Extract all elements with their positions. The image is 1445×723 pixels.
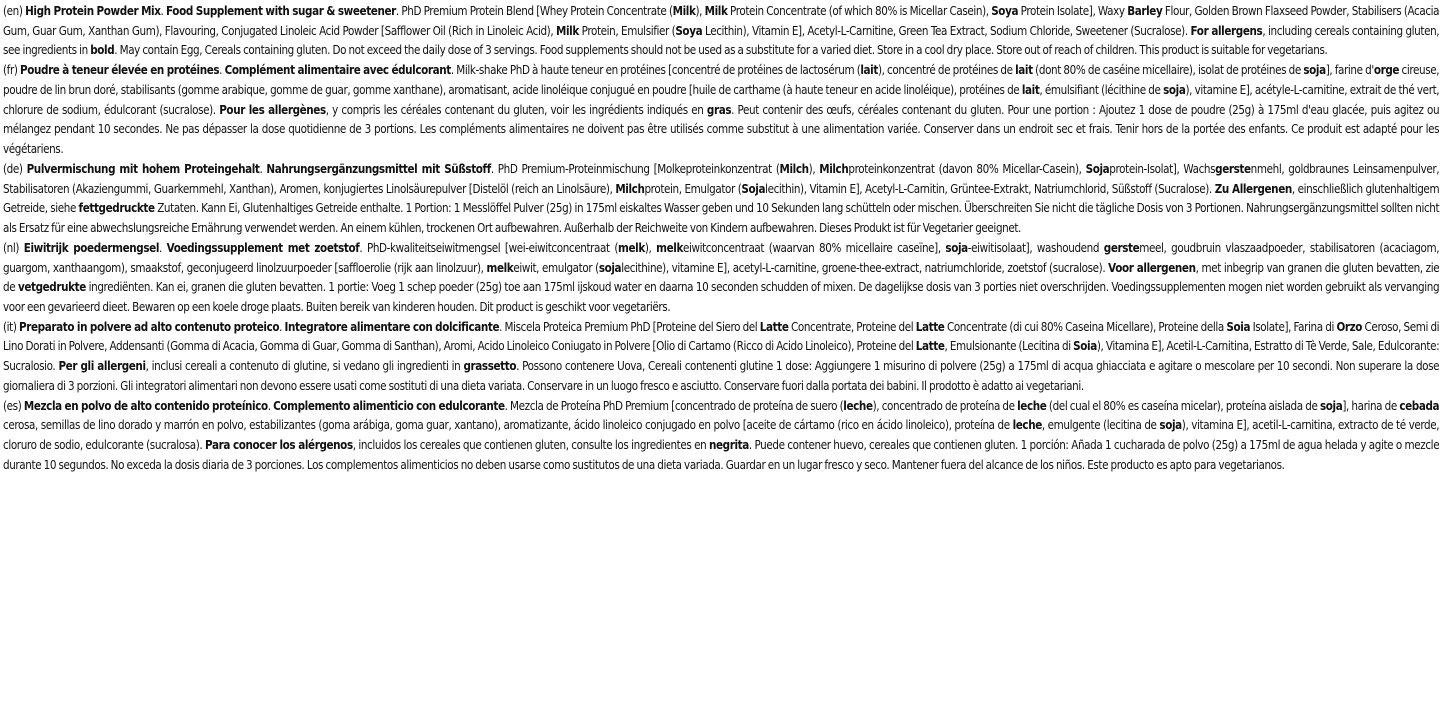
bold-text-segment: Complemento alimenticio con edulcorante xyxy=(273,398,505,413)
text-segment: meel, goudbruin vlaszaadpoeder, stabilisatoren (acaciagom, guargom, xanthaangom), smaakstof, geconjugeerd linolzuurpoeder [saffloerolie (rijk aan linolzuur), xyxy=(3,240,1440,275)
text-segment: protein-Isolat], Wachs xyxy=(1109,161,1216,176)
bold-text-segment: melk xyxy=(486,260,514,275)
text-segment: Ceroso, Semi di Lino Dorati in Polvere, Addensanti (Gomma di Acacia, Gomma di Guar, Gomma di Santhan), Aromi, Acido Linoleico Coniugato in Polvere [Olio di Cartamo (Ricco di Acido Linoleico), Proteine del xyxy=(3,319,1440,354)
text-segment: (de) xyxy=(3,161,27,176)
text-segment: nmehl, goldbraunes Leinsamenpulver, Stabilisatoren (Akaziengummi, Guarkernmehl, Xanthan), Aromen, konjugiertes Linolsäurepulver [Distelöl (reich an Linolsäure), xyxy=(3,161,1440,196)
text-segment: ), xyxy=(644,240,657,255)
bold-text-segment: melk xyxy=(656,240,683,255)
bold-text-segment: Nahrungsergänzungsmittel mit Süßstoff xyxy=(266,161,491,176)
ingredients-es xyxy=(3,397,1439,475)
bold-text-segment: Soya xyxy=(991,4,1019,18)
ingredients-fr xyxy=(3,61,1439,159)
bold-text-segment: Milk xyxy=(672,4,696,18)
bold-text-segment: Latte xyxy=(915,339,945,354)
text-segment: ], farine d' xyxy=(1325,63,1374,78)
text-segment: ), xyxy=(808,161,820,176)
text-segment: ], harina de xyxy=(1342,398,1400,413)
text-segment: Isolate], Farina di xyxy=(1250,319,1337,334)
text-segment: proteinkonzentrat (davon 80% Micellar-Casein), xyxy=(848,161,1086,176)
bold-text-segment: orge xyxy=(1373,63,1400,78)
bold-text-segment: lait xyxy=(1021,82,1040,97)
ingredients-en xyxy=(3,2,1439,61)
ingredients-de xyxy=(3,160,1439,238)
bold-text-segment: Milch xyxy=(779,161,809,176)
text-segment: . xyxy=(159,240,167,255)
text-segment: (es) xyxy=(3,398,24,413)
bold-text-segment: Soya xyxy=(675,23,703,38)
bold-text-segment: Food Supplement with sugar & sweetener xyxy=(166,4,396,18)
bold-text-segment: Soja xyxy=(1085,161,1110,176)
text-segment: , met inbegrip van granen die gluten bevatten, zie de xyxy=(3,260,1440,295)
bold-text-segment: Pour les allergènes xyxy=(219,102,326,117)
text-segment: ), xyxy=(695,4,705,18)
text-segment: ), Vitamina E], Acetil-L-Carnitina, Estratto di Tè Verde, Sale, Edulcorante: Sucralosio. xyxy=(3,339,1440,374)
text-segment: eiwitconcentraat (waarvan 80% micellaire caseïne], xyxy=(682,240,946,255)
bold-text-segment: fettgedruckte xyxy=(78,201,155,216)
text-segment: (en) xyxy=(3,4,26,18)
text-segment: Zutaten. Kann Ei, Glutenhaltiges Getreide enthalte. 1 Portion: 1 Messlöffel Pulver (25g) in 175ml eiskaltes Wasser geben und 10 Sekunden lang schütteln oder mischen. Überschreiten Sie nicht die tägliche Dosis von 3 Portionen. Nahrungsergänzungsmittel sollten nicht als Ersatz für eine abwechslungsreiche Ernährung verwendet werden. An einem kühlen, trockenen Ort aufbewahren. Außerhalb der Reichweite von Kindern aufbewahren. Dieses Produkt ist für Vegetarier geeignet. xyxy=(3,201,1440,235)
text-segment: . Mezcla de Proteína PhD Premium [concentrado de proteína de suero ( xyxy=(504,398,844,413)
text-segment: . Puede contener huevo, cereales que contienen gluten. 1 porción: Añada 1 cucharada de polvo (25g) a 175ml de agua helada y agite o mezcle durante 10 segundos. No exceda la dosis diaria de 3 porciones. Los complementos alimenticios no deben usarse como sustitutos de una dieta variada. Guardar en un lugar fresco y seco. Mantener fuera del alcance de los niños. Este producto es apto para vegetarianos. xyxy=(3,438,1440,472)
text-segment: cerosa, semillas de lino dorado y marrón en polvo, estabilizantes (goma arábiga, goma guar, xantano), aromatizante, ácido linoleico conjugado en polvo [aceite de cártamo (rico en ácido linoleico), proteína de xyxy=(3,418,1013,433)
bold-text-segment: Voedingssupplement met zoetstof xyxy=(166,240,360,255)
text-segment: . xyxy=(267,398,274,413)
text-segment: (del cual el 80% es caseína micelar), proteína aislada de xyxy=(1046,398,1320,413)
bold-text-segment: lait xyxy=(860,63,878,78)
text-segment: , emulgente (lecitina de xyxy=(1041,418,1160,433)
text-segment: . PhD-kwaliteitseiwitmengsel [wei-eiwitconcentraat ( xyxy=(359,240,619,255)
bold-text-segment: Soja xyxy=(741,181,766,196)
text-segment: , Emulsionante (Lecitina di xyxy=(944,339,1074,354)
bold-text-segment: bold xyxy=(90,43,115,58)
bold-text-segment: High Protein Powder Mix xyxy=(25,4,161,18)
text-segment: eiwit, emulgator ( xyxy=(513,260,599,275)
text-segment: lecithine), vitamine E], acetyl-L-carnitine, groene-thee-extract, natriumchloride, zoetstof (sucralose). xyxy=(621,260,1109,275)
text-segment: Concentrate, Proteine del xyxy=(788,319,916,334)
text-segment: . Possono contenere Uova, Cereali contenenti glutine 1 dose: Aggiungere 1 misurino di polvere (25g) a 175ml di acqua ghiacciata e agitare o mescolare per 10 secondi. Non superare la dose giornaliera di 3 porzioni. Gli integratori alimentari non devono essere usati come sostituti di una dieta variata. Conservare in un luogo fresco e asciutto. Conservare fuori dalla portata dei babini. Il prodotto è adatto ai vegetariani. xyxy=(3,359,1440,393)
text-segment: (nl) xyxy=(3,240,24,255)
bold-text-segment: vetgedrukte xyxy=(17,280,86,295)
bold-text-segment: Soia xyxy=(1073,339,1097,354)
text-segment: Protein Isolate], Waxy xyxy=(1018,4,1128,18)
bold-text-segment: leche xyxy=(1012,418,1042,433)
text-segment: . xyxy=(160,4,167,18)
bold-text-segment: soja xyxy=(1163,82,1186,97)
bold-text-segment: Latte xyxy=(915,319,945,334)
text-segment: ), vitamina E], acetil-L-carnitina, extracto de té verde, cloruro de sodio, edulcorante (sucralosa). xyxy=(3,418,1440,453)
text-segment: . PhD Premium Protein Blend [Whey Protein Concentrate ( xyxy=(395,4,673,18)
bold-text-segment: Zu Allergenen xyxy=(1214,181,1292,196)
bold-text-segment: cebada xyxy=(1399,398,1440,413)
bold-text-segment: gerste xyxy=(1103,240,1140,255)
text-segment: . Miscela Proteica Premium PhD [Proteine del Siero del xyxy=(499,319,760,334)
text-segment: , émulsifiant (lécithine de xyxy=(1039,82,1164,97)
bold-text-segment: gerste xyxy=(1215,161,1251,176)
bold-text-segment: negrita xyxy=(708,438,749,453)
bold-text-segment: Para conocer los alérgenos xyxy=(205,438,353,453)
bold-text-segment: Voor allergenen xyxy=(1108,260,1196,275)
bold-text-segment: Integratore alimentare con dolcificante xyxy=(284,319,500,334)
bold-text-segment: Soia xyxy=(1226,319,1251,334)
text-segment: -eiwitisolaat], washoudend xyxy=(967,240,1104,255)
bold-text-segment: Milch xyxy=(819,161,849,176)
bold-text-segment: soja xyxy=(598,260,622,275)
text-segment: (fr) xyxy=(3,63,20,78)
bold-text-segment: soja xyxy=(1319,398,1343,413)
text-segment: ), concentré de protéines de xyxy=(877,63,1016,78)
text-segment: (it) xyxy=(3,319,20,334)
bold-text-segment: gras xyxy=(706,102,732,117)
bold-text-segment: Mezcla en polvo de alto contenido proteínico xyxy=(23,398,268,413)
bold-text-segment: Latte xyxy=(759,319,789,334)
text-segment: lecithin), Vitamin E], Acetyl-L-Carnitin, Grüntee-Extrakt, Natriumchlorid, Süßstoff (Sucralose). xyxy=(765,181,1215,196)
bold-text-segment: Complément alimentaire avec édulcorant xyxy=(224,63,451,78)
bold-text-segment: Barley xyxy=(1127,4,1163,18)
bold-text-segment: melk xyxy=(618,240,645,255)
bold-text-segment: Milk xyxy=(704,4,728,18)
bold-text-segment: For allergens xyxy=(1190,23,1263,38)
bold-text-segment: Milk xyxy=(556,23,579,38)
text-segment: . xyxy=(219,63,225,78)
bold-text-segment: Preparato in polvere ad alto contenuto proteico xyxy=(19,319,280,334)
text-segment: Flour, Golden Brown Flaxseed Powder, Stabilisers (Acacia Gum, Guar Gum, Xanthan Gum), Flavouring, Conjugated Linoleic Acid Powder [Safflower Oil (Rich in Linoleic Acid), xyxy=(3,4,1440,38)
bold-text-segment: leche xyxy=(843,398,873,413)
text-segment: Concentrate (di cui 80% Caseina Micellare), Proteine della xyxy=(944,319,1227,334)
text-segment: ), concentrado de proteína de xyxy=(872,398,1018,413)
bold-text-segment: Poudre à teneur élevée en protéines xyxy=(19,63,220,78)
bold-text-segment: Eiwitrijk poedermengsel xyxy=(23,240,160,255)
text-segment: cireuse, poudre de lin brun doré, stabilisants (gomme arabique, gomme de guar, gomme xanthane), aromatisant, acide linoléique conjugué en poudre [huile de carthame (à haute teneur en acide linoléique), protéines de xyxy=(3,63,1440,97)
bold-text-segment: Orzo xyxy=(1336,319,1363,334)
text-segment: , inclusi cereali a contenuto di glutine, si vedano gli ingredienti in xyxy=(145,359,464,374)
text-segment: , including cereals containing gluten, see ingredients in xyxy=(3,23,1440,58)
text-segment: . Peut contenir des œufs, céréales contenant du gluten. Pour une portion : Ajoutez 1 dose de poudre (25g) à 175ml d'eau glacée, puis agitez ou mélangez pendant 10 secondes. Ne pas dépasser la dose quotidienne de 3 portions. Les compléments alimentaires ne doivent pas être utilisés comme substitut à une alimentation variée. Conserver dans un endroit sec et frais. Tenir hors de la portée des enfants. Ce produit est adapté pour les végétariens. xyxy=(3,102,1440,156)
bold-text-segment: grassetto xyxy=(463,359,517,374)
text-segment: . PhD Premium-Proteinmischung [Molkeproteinkonzentrat ( xyxy=(490,161,780,176)
bold-text-segment: Per gli allergeni xyxy=(58,359,146,374)
bold-text-segment: soja xyxy=(1159,418,1182,433)
text-segment: . Milk-shake PhD à haute teneur en protéines [concentré de protéines de lactosérum ( xyxy=(450,63,861,78)
text-segment: Lecithin), Vitamin E], Acetyl-L-Carnitine, Green Tea Extract, Sodium Chloride, Sweetener (Sucralose). xyxy=(702,23,1191,38)
bold-text-segment: lait xyxy=(1015,63,1033,78)
text-segment: , y compris les céréales contenant du gluten, voir les ingrédients indiqués en xyxy=(325,102,707,117)
text-segment: ingrediënten. Kan ei, granen die gluten bevatten. 1 portie: Voeg 1 schep poeder (25g) toe aan 175ml ijskoud water en daarna 10 seconden schudden of mixen. De dagelijkse dosis van 3 porties niet overschrijden. Voedingssupplementen mogen niet worden gebruikt als vervanging voor een gevarieerd dieet. Bewaren op een koele droge plaats. Buiten bereik van kinderen houden. Dit product is geschikt voor vegetariërs. xyxy=(3,280,1440,314)
text-segment: ), vitamine E], acétyle-L-carnitine, extrait de thé vert, chlorure de sodium, édulcorant (sucralose). xyxy=(3,82,1440,117)
text-segment: . May contain Egg, Cereals containing gluten. Do not exceed the daily dose of 3 servings. Food supplements should not be used as a substitute for a varied diet. Store in a cool dry place. Store out of reach of children. This product is suitable for vegetarians. xyxy=(114,43,1328,58)
text-segment: , incluidos los cereales que contienen gluten, consulte los ingredientes en xyxy=(352,438,709,453)
ingredients-nl xyxy=(3,239,1439,317)
bold-text-segment: Milch xyxy=(615,181,645,196)
text-segment: Protein, Emulsifier ( xyxy=(578,23,676,38)
bold-text-segment: soja xyxy=(945,240,968,255)
text-segment: . xyxy=(259,161,267,176)
text-segment: Protein Concentrate (of which 80% is Micellar Casein), xyxy=(727,4,992,18)
bold-text-segment: leche xyxy=(1017,398,1047,413)
bold-text-segment: Pulvermischung mit hohem Proteingehalt xyxy=(26,161,260,176)
text-segment: , einschließlich glutenhaltigem Getreide, siehe xyxy=(3,181,1440,216)
text-segment: . xyxy=(279,319,285,334)
bold-text-segment: soja xyxy=(1303,63,1326,78)
text-segment: protein, Emulgator ( xyxy=(644,181,742,196)
text-segment: (dont 80% de caséine micellaire), isolat de protéines de xyxy=(1032,63,1304,78)
ingredients-it xyxy=(3,318,1439,396)
